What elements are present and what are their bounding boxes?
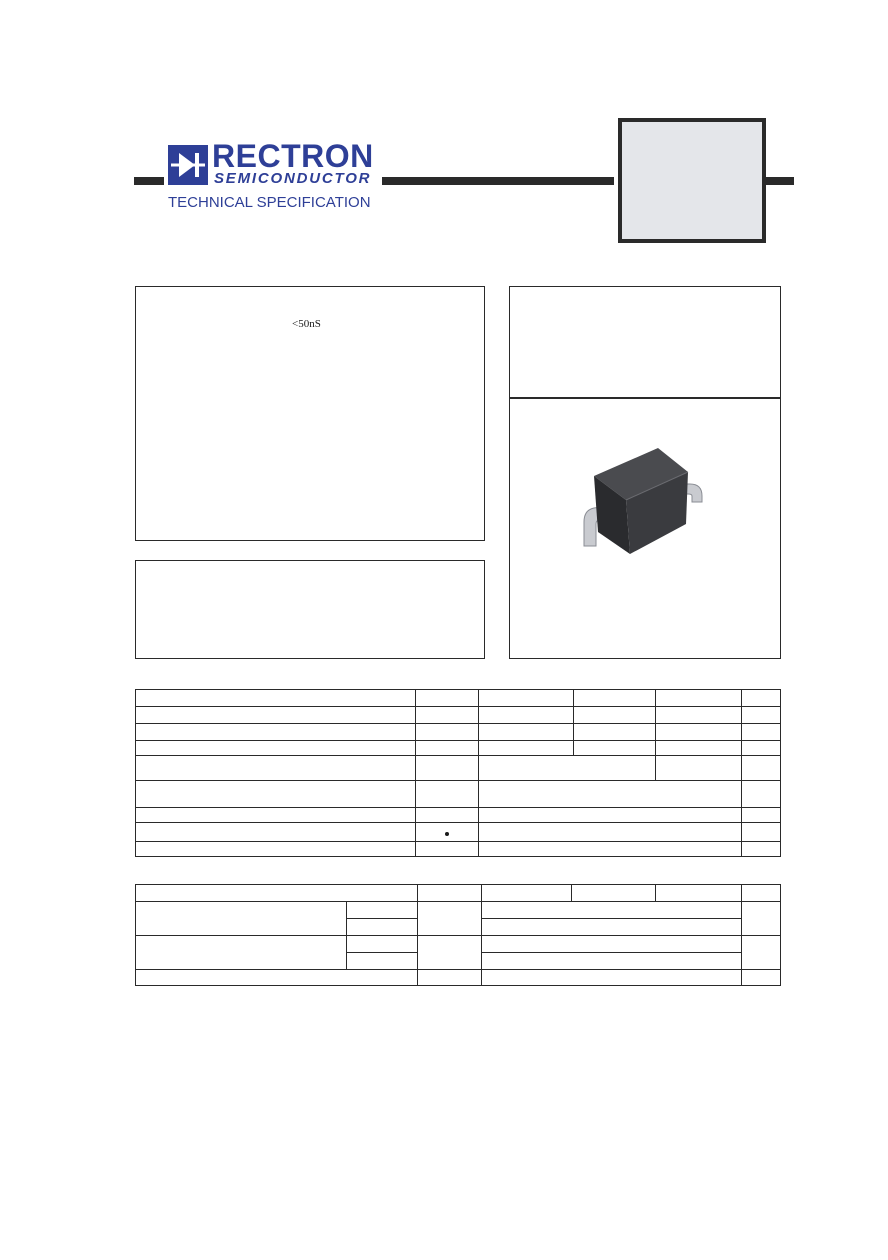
table-row [136, 756, 781, 781]
table-row [136, 808, 781, 823]
brand-name: RECTRON [212, 138, 374, 174]
diode-symbol-icon [168, 145, 208, 185]
part-number-box [618, 118, 766, 243]
table-row [136, 690, 781, 707]
package-divider [509, 397, 781, 399]
table-row [136, 970, 781, 986]
table-row [136, 842, 781, 857]
package-image [560, 440, 720, 560]
table-row [136, 707, 781, 724]
table-row [136, 936, 781, 953]
table-row [136, 781, 781, 808]
electrical-table [135, 884, 781, 986]
spec-title: TECHNICAL SPECIFICATION [168, 194, 371, 211]
table-row [136, 724, 781, 741]
ratings-table [135, 689, 781, 857]
bullet-dot [445, 832, 449, 836]
table-row [136, 902, 781, 919]
mechanical-panel [135, 560, 485, 659]
recovery-time-note: <50nS [292, 318, 321, 330]
table-row [136, 885, 781, 902]
header-rule-left [134, 177, 164, 185]
header-rule-right [764, 177, 794, 185]
header-rule-middle [382, 177, 614, 185]
brand-subtitle: SEMICONDUCTOR [214, 170, 372, 187]
table-row [136, 741, 781, 756]
table-row [136, 823, 781, 842]
